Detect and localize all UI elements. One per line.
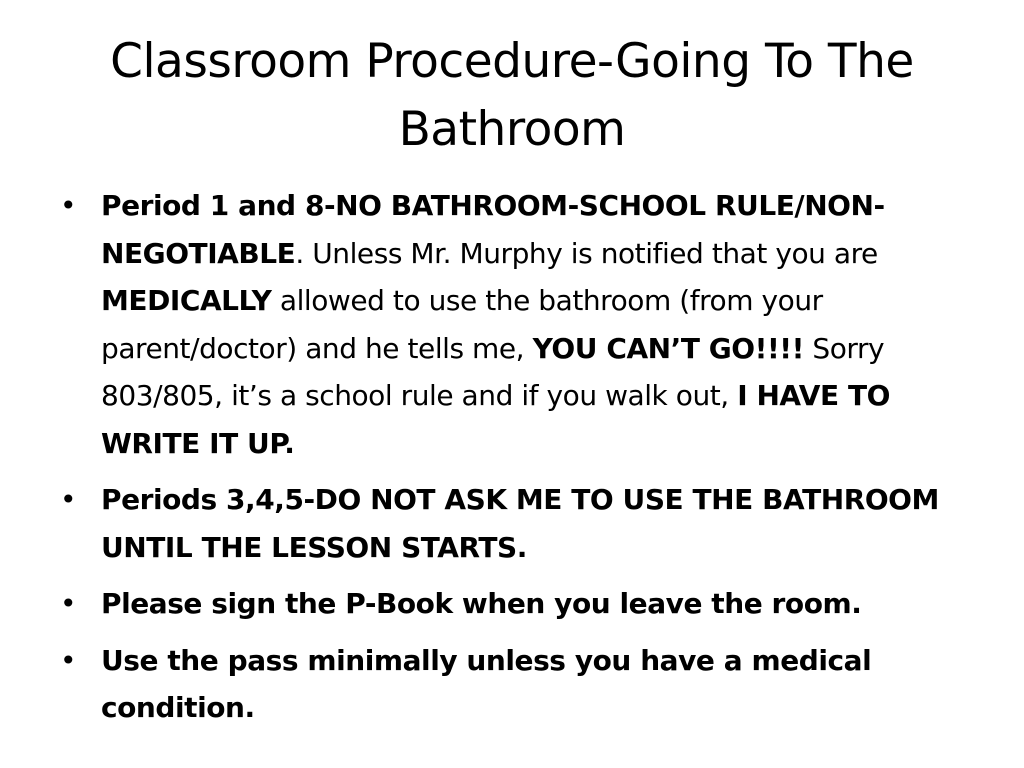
bullet-text: allowed to use the bathroom (from your parent/doctor) and he tells me, [101, 284, 823, 365]
bullet-text-bold: Use the pass minimally unless you have a medical condition. [101, 643, 872, 724]
bullet-icon: • [60, 587, 77, 620]
slide-title: Classroom Procedure-Going To The Bathroom [110, 34, 914, 157]
bullet-text-bold: Please sign the P-Book when you leave the room. [101, 587, 862, 620]
bullet-text-bold: Periods 3,4,5-DO NOT ASK ME TO USE THE BATHROOM UNTIL THE LESSON STARTS. [101, 483, 939, 564]
bullet-text-bold: I HAVE TO WRITE IT UP. [101, 379, 890, 460]
bullet-text: . Unless Mr. Murphy is notified that you are [295, 236, 878, 270]
bullet-text: Sorry 803/805, it’s a school rule and if you walk out, [101, 331, 885, 412]
bullet-item [60, 182, 980, 467]
bullet-item [60, 580, 980, 628]
bullet-icon: • [60, 189, 77, 222]
bullet-text-bold: Period 1 and 8-NO BATHROOM-SCHOOL RULE/NON-NEGOTIABLE [101, 189, 885, 270]
bullet-icon: • [60, 483, 77, 516]
bullet-item [60, 476, 980, 571]
bullet-text-bold: YOU CAN’T GO!!!! [532, 331, 804, 365]
bullet-item [60, 637, 980, 732]
bullet-text-bold: MEDICALLY [101, 284, 272, 317]
bullet-list [60, 182, 980, 741]
bullet-icon: • [60, 643, 77, 677]
